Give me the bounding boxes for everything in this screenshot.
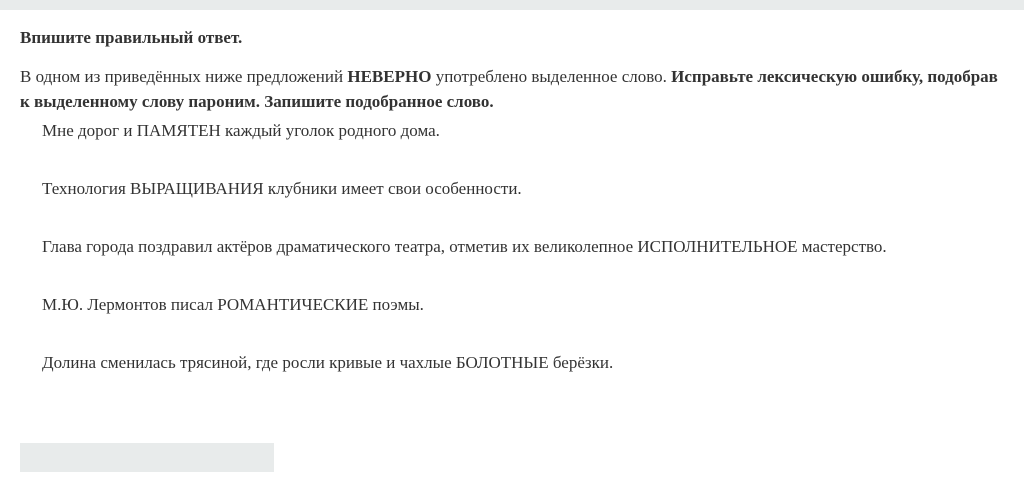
question-instruction: Впишите правильный ответ. [20, 28, 243, 47]
task-text-part1: В одном из приведённых ниже предложений [20, 67, 348, 86]
question-content [20, 26, 1002, 409]
task-emphasis: НЕВЕРНО [347, 67, 432, 86]
sentence-item: Глава города поздравил актёров драматического театра, отметив их великолепное ИСПОЛНИТЕЛЬНОЕ мастерство. [42, 237, 887, 256]
sentence-list [42, 119, 1002, 375]
sentence-item: Мне дорог и ПАМЯТЕН каждый уголок родного дома. [42, 121, 440, 140]
task-text [20, 64, 1002, 114]
top-bar [0, 0, 1024, 10]
sentence-item: Технология ВЫРАЩИВАНИЯ клубники имеет свои особенности. [42, 179, 522, 198]
task-bold-line1: Исправьте лексическую ошибку, подобрав [671, 67, 998, 86]
task-text-part2: употреблено выделенное слово. [431, 67, 672, 86]
sentence-item: М.Ю. Лермонтов писал РОМАНТИЧЕСКИЕ поэмы. [42, 295, 424, 314]
sentence-item: Долина сменилась трясиной, где росли кривые и чахлые БОЛОТНЫЕ берёзки. [42, 353, 614, 372]
task-bold-line2: к выделенному слову пароним. Запишите подобранное слово. [20, 92, 494, 111]
answer-input[interactable] [20, 443, 274, 472]
